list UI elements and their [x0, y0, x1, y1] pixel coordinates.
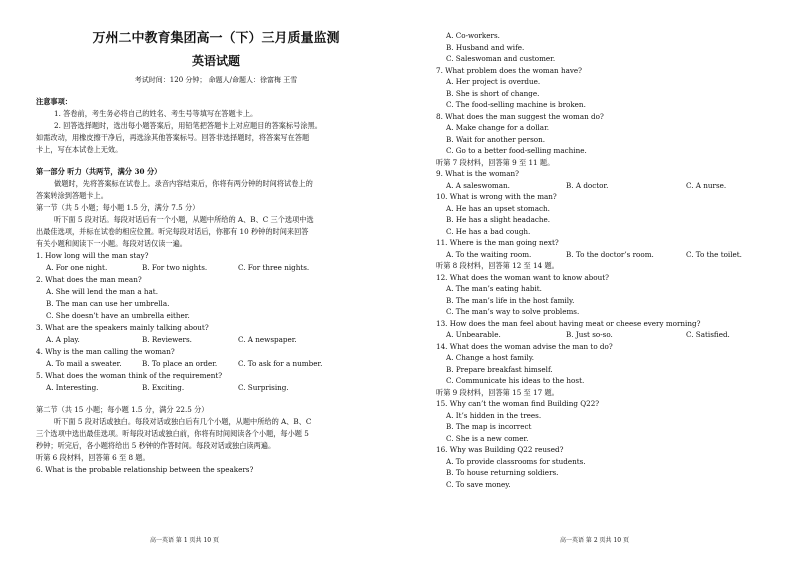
option-b: B. For two nights. — [142, 263, 208, 272]
question-7: 7. What problem does the woman have? — [436, 65, 583, 75]
part1-intro-line-1: 做题时，先将答案标在试卷上。录音内容结束后，你将有两分钟的时间将试卷上的 — [54, 179, 313, 188]
material-6-instruction: 听第 6 段材料，回答第 6 至 8 题。 — [36, 453, 150, 462]
option-c: C. Surprising. — [238, 383, 289, 392]
option-a: A. Unbearable. — [446, 330, 501, 339]
option-c: C. He has a bad cough. — [446, 226, 531, 236]
option-b: B. The map is incorrect — [446, 422, 532, 431]
option-b: B. The man can use her umbrella. — [46, 299, 170, 308]
section1-instruction-line-1: 听下面 5 段对话。每段对话后有一个小题，从题中所给的 A、B、C 三个选项中选 — [54, 215, 314, 224]
option-a: A. Make change for a dollar. — [446, 123, 550, 132]
question-16: 16. Why was Building Q22 reused? — [436, 445, 564, 454]
option-c: C. Satisfied. — [686, 330, 730, 339]
section1-heading: 第一节（共 5 小题；每小题 1.5 分，满分 7.5 分） — [36, 203, 200, 212]
question-14: 14. What does the woman advise the man to do? — [436, 341, 613, 351]
option-a: A. Her project is overdue. — [446, 77, 541, 86]
option-a: A. Co-workers. — [446, 31, 500, 40]
question-11-options — [436, 249, 766, 261]
option-c: C. Communicate his ideas to the host. — [446, 376, 585, 385]
option-c: C. The man’s way to solve problems. — [446, 307, 580, 316]
part1-heading: 第一部分 听力（共两节，满分 30 分） — [36, 167, 162, 176]
option-b: B. Just so-so. — [566, 330, 613, 339]
option-c: C. Saleswoman and customer. — [446, 54, 556, 63]
question-5: 5. What does the woman think of the requirement? — [36, 371, 223, 380]
option-c: C. To ask for a number. — [238, 359, 323, 368]
material-9-instruction: 听第 9 段材料，回答第 15 至 17 题。 — [436, 387, 559, 397]
option-c: C. To save money. — [446, 479, 511, 489]
question-3: 3. What are the speakers mainly talking about? — [36, 323, 209, 332]
option-b: B. A doctor. — [566, 180, 609, 190]
option-c: C. Go to a better food-selling machine. — [446, 146, 587, 155]
material-7-instruction: 听第 7 段材料，回答第 9 至 11 题。 — [436, 157, 555, 167]
question-2: 2. What does the man mean? — [36, 275, 142, 284]
option-c: C. A newspaper. — [238, 335, 297, 344]
question-11: 11. Where is the man going next? — [436, 238, 559, 247]
question-12: 12. What does the woman want to know about? — [436, 272, 609, 282]
option-a: A. She will lend the man a hat. — [46, 287, 158, 296]
question-13: 13. How does the man feel about having meat or cheese every morning? — [436, 318, 701, 328]
question-8: 8. What does the man suggest the woman do? — [436, 111, 604, 121]
right-column — [436, 30, 766, 580]
exam-meta: 考试时间：120 分钟； 命题人/命题人：徐富梅 王雪 — [134, 76, 298, 84]
option-c: C. To the toilet. — [686, 249, 742, 259]
question-3-options — [36, 334, 396, 346]
section1-instruction-line-2: 出最佳选项，并标在试卷的相应位置。听完每段对话后，你都有 10 秒钟的时间来回答 — [36, 227, 309, 236]
option-b: B. She is short of change. — [446, 88, 540, 98]
section1-instruction-line-3: 有关小题和阅读下一小题。每段对话仅读一遍。 — [36, 239, 187, 248]
notes-item-2-line-3: 卡上，写在本试卷上无效。 — [36, 145, 123, 154]
exam-title: 万州二中教育集团高一（下）三月质量监测 — [92, 31, 340, 46]
option-a: A. To provide classrooms for students. — [446, 456, 586, 466]
section2-instruction-line-3: 秒钟；听完后，各小题将给出 5 秒钟的作答时间。每段对话或独白读两遍。 — [36, 441, 276, 450]
material-8-instruction: 听第 8 段材料，回答第 12 至 14 题。 — [436, 261, 559, 270]
option-a: A. A saleswoman. — [446, 180, 510, 190]
option-b: B. Prepare breakfast himself. — [446, 364, 553, 374]
notes-item-1: 1. 答卷前，考生务必将自己的姓名、考生号等填写在答题卡上。 — [54, 109, 258, 118]
option-c: C. For three nights. — [238, 263, 310, 272]
section2-instruction-line-2: 三个选项中选出最佳选项。听每段对话或独白前，你将有时间阅读各个小题，每小题 5 — [36, 429, 309, 438]
notes-item-2-line-2: 如需改动，用橡皮擦干净后，再选涂其他答案标号。回答非选择题时，将答案写在答题 — [36, 133, 310, 142]
page-footer-left: 高一英语 第 1 页共 10 页 — [150, 537, 219, 544]
option-a: A. To mail a sweater. — [46, 359, 122, 368]
option-b: B. To the doctor’s room. — [566, 249, 654, 259]
question-9: 9. What is the woman? — [436, 169, 520, 178]
part1-intro-line-2: 答案转涂到答题卡上。 — [36, 191, 108, 200]
option-c: C. A nurse. — [686, 180, 727, 190]
option-a: A. It’s hidden in the trees. — [446, 410, 542, 420]
option-b: B. Exciting. — [142, 383, 185, 392]
question-5-options — [36, 382, 396, 394]
exam-subtitle: 英语试题 — [191, 54, 240, 68]
question-9-options — [436, 180, 766, 192]
section2-heading: 第二节（共 15 小题；每小题 1.5 分，满分 22.5 分） — [36, 405, 209, 414]
option-a: A. For one night. — [46, 263, 108, 272]
option-c: C. She is a new comer. — [446, 433, 529, 443]
left-column — [36, 0, 396, 550]
option-b: B. Reviewers. — [142, 335, 192, 344]
question-10: 10. What is wrong with the man? — [436, 192, 557, 201]
option-a: A. Change a host family. — [446, 353, 535, 362]
option-a: A. Interesting. — [46, 383, 99, 392]
question-4: 4. Why is the man calling the woman? — [36, 347, 175, 356]
option-a: A. To the waiting room. — [446, 249, 532, 259]
option-c: C. The food-selling machine is broken. — [446, 100, 586, 109]
option-b: B. Wait for another person. — [446, 134, 546, 144]
option-a: A. He has an upset stomach. — [446, 203, 550, 213]
option-a: A. A play. — [46, 335, 80, 344]
page-footer-right: 高一英语 第 2 页共 10 页 — [560, 537, 629, 544]
option-b: B. The man’s life in the host family. — [446, 295, 575, 305]
option-b: B. To place an order. — [142, 359, 218, 368]
option-a: A. The man’s eating habit. — [446, 284, 542, 293]
option-b: B. Husband and wife. — [446, 42, 525, 52]
question-13-options — [436, 329, 766, 341]
notes-item-2-line-1: 2. 回答选择题时，选出每小题答案后，用铅笔把答题卡上对应题目的答案标号涂黑。 — [54, 121, 322, 130]
option-c: C. She doesn’t have an umbrella either. — [46, 311, 190, 320]
option-b: B. To house returning soldiers. — [446, 468, 559, 477]
question-15: 15. Why can’t the woman find Building Q22? — [436, 399, 600, 408]
question-6: 6. What is the probable relationship between the speakers? — [36, 465, 254, 474]
question-4-options — [36, 358, 396, 370]
notes-heading: 注意事项： — [36, 97, 72, 106]
question-1-options — [36, 262, 396, 274]
question-1: 1. How long will the man stay? — [36, 251, 149, 260]
option-b: B. He has a slight headache. — [446, 215, 551, 224]
section2-instruction-line-1: 听下面 5 段对话或独白。每段对话或独白后有几个小题，从题中所给的 A、B、C — [54, 417, 312, 426]
